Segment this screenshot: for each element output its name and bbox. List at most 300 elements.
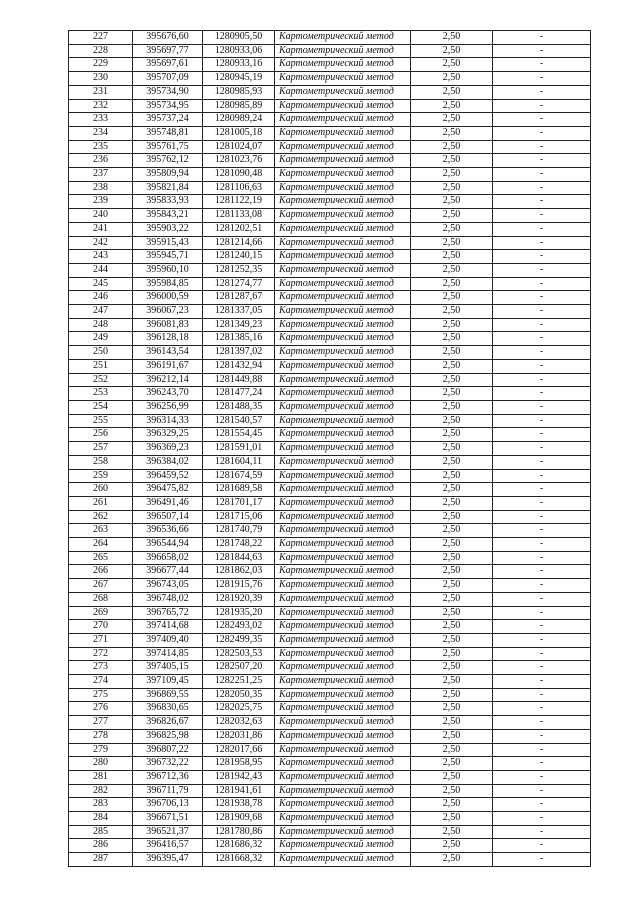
y-coordinate-cell: 1281740,79: [203, 524, 275, 538]
table-row: [69, 455, 591, 469]
table-row: [69, 716, 591, 730]
description-cell: -: [493, 277, 591, 291]
description-cell: -: [493, 688, 591, 702]
y-coordinate-cell: 1281023,76: [203, 154, 275, 168]
description-cell: -: [493, 620, 591, 634]
point-number-cell: 281: [69, 770, 133, 784]
description-cell: -: [493, 839, 591, 853]
y-coordinate-cell: 1282017,66: [203, 743, 275, 757]
x-coordinate-cell: 395761,75: [133, 140, 203, 154]
precision-cell: 2,50: [411, 784, 493, 798]
precision-cell: 2,50: [411, 277, 493, 291]
y-coordinate-cell: 1282050,35: [203, 688, 275, 702]
precision-cell: 2,50: [411, 812, 493, 826]
y-coordinate-cell: 1281090,48: [203, 168, 275, 182]
x-coordinate-cell: 395821,84: [133, 181, 203, 195]
precision-cell: 2,50: [411, 606, 493, 620]
x-coordinate-cell: 395915,43: [133, 236, 203, 250]
table-row: [69, 31, 591, 45]
x-coordinate-cell: 395734,95: [133, 99, 203, 113]
table-row: [69, 538, 591, 552]
x-coordinate-cell: 395734,90: [133, 85, 203, 99]
precision-cell: 2,50: [411, 455, 493, 469]
y-coordinate-cell: 1281715,06: [203, 510, 275, 524]
description-cell: -: [493, 510, 591, 524]
description-cell: -: [493, 291, 591, 305]
y-coordinate-cell: 1280985,93: [203, 85, 275, 99]
x-coordinate-cell: 396395,47: [133, 853, 203, 867]
precision-cell: 2,50: [411, 469, 493, 483]
precision-cell: 2,50: [411, 346, 493, 360]
y-coordinate-cell: 1281701,17: [203, 496, 275, 510]
description-cell: -: [493, 812, 591, 826]
description-cell: -: [493, 579, 591, 593]
x-coordinate-cell: 395960,10: [133, 263, 203, 277]
point-number-cell: 272: [69, 647, 133, 661]
point-number-cell: 233: [69, 113, 133, 127]
description-cell: -: [493, 592, 591, 606]
y-coordinate-cell: 1281337,05: [203, 305, 275, 319]
point-number-cell: 280: [69, 757, 133, 771]
precision-cell: 2,50: [411, 757, 493, 771]
table-row: [69, 812, 591, 826]
description-cell: -: [493, 318, 591, 332]
precision-cell: 2,50: [411, 496, 493, 510]
point-number-cell: 255: [69, 414, 133, 428]
point-number-cell: 240: [69, 209, 133, 223]
method-cell: Картометрический метод: [275, 538, 411, 552]
precision-cell: 2,50: [411, 209, 493, 223]
table-row: [69, 442, 591, 456]
table-row: [69, 85, 591, 99]
y-coordinate-cell: 1281554,45: [203, 428, 275, 442]
point-number-cell: 263: [69, 524, 133, 538]
y-coordinate-cell: 1281385,16: [203, 332, 275, 346]
y-coordinate-cell: 1282507,20: [203, 661, 275, 675]
y-coordinate-cell: 1281287,67: [203, 291, 275, 305]
description-cell: -: [493, 647, 591, 661]
description-cell: -: [493, 442, 591, 456]
description-cell: -: [493, 305, 591, 319]
method-cell: Картометрический метод: [275, 675, 411, 689]
precision-cell: 2,50: [411, 126, 493, 140]
method-cell: Картометрический метод: [275, 168, 411, 182]
precision-cell: 2,50: [411, 633, 493, 647]
description-cell: -: [493, 346, 591, 360]
x-coordinate-cell: 396711,79: [133, 784, 203, 798]
y-coordinate-cell: 1282025,75: [203, 702, 275, 716]
method-cell: Картометрический метод: [275, 798, 411, 812]
description-cell: -: [493, 373, 591, 387]
precision-cell: 2,50: [411, 359, 493, 373]
precision-cell: 2,50: [411, 113, 493, 127]
method-cell: Картометрический метод: [275, 812, 411, 826]
description-cell: -: [493, 551, 591, 565]
y-coordinate-cell: 1282251,25: [203, 675, 275, 689]
point-number-cell: 283: [69, 798, 133, 812]
point-number-cell: 244: [69, 263, 133, 277]
table-row: [69, 222, 591, 236]
point-number-cell: 237: [69, 168, 133, 182]
y-coordinate-cell: 1281915,76: [203, 579, 275, 593]
point-number-cell: 287: [69, 853, 133, 867]
description-cell: -: [493, 565, 591, 579]
point-number-cell: 278: [69, 729, 133, 743]
table-row: [69, 181, 591, 195]
method-cell: Картометрический метод: [275, 346, 411, 360]
precision-cell: 2,50: [411, 263, 493, 277]
x-coordinate-cell: 396329,25: [133, 428, 203, 442]
point-number-cell: 267: [69, 579, 133, 593]
table-row: [69, 496, 591, 510]
description-cell: -: [493, 428, 591, 442]
x-coordinate-cell: 396807,22: [133, 743, 203, 757]
point-number-cell: 266: [69, 565, 133, 579]
point-number-cell: 276: [69, 702, 133, 716]
precision-cell: 2,50: [411, 250, 493, 264]
method-cell: Картометрический метод: [275, 442, 411, 456]
description-cell: -: [493, 469, 591, 483]
point-number-cell: 248: [69, 318, 133, 332]
method-cell: Картометрический метод: [275, 688, 411, 702]
precision-cell: 2,50: [411, 483, 493, 497]
table-row: [69, 579, 591, 593]
description-cell: -: [493, 743, 591, 757]
y-coordinate-cell: 1281591,01: [203, 442, 275, 456]
point-number-cell: 235: [69, 140, 133, 154]
point-number-cell: 230: [69, 72, 133, 86]
table-row: [69, 483, 591, 497]
description-cell: -: [493, 58, 591, 72]
y-coordinate-cell: 1281349,23: [203, 318, 275, 332]
y-coordinate-cell: 1281780,86: [203, 825, 275, 839]
x-coordinate-cell: 396384,02: [133, 455, 203, 469]
x-coordinate-cell: 396212,14: [133, 373, 203, 387]
x-coordinate-cell: 396743,05: [133, 579, 203, 593]
x-coordinate-cell: 396314,33: [133, 414, 203, 428]
x-coordinate-cell: 396143,54: [133, 346, 203, 360]
description-cell: -: [493, 154, 591, 168]
description-cell: -: [493, 209, 591, 223]
y-coordinate-cell: 1281214,66: [203, 236, 275, 250]
table-row: [69, 770, 591, 784]
table-row: [69, 675, 591, 689]
table-row: [69, 72, 591, 86]
precision-cell: 2,50: [411, 373, 493, 387]
method-cell: Картометрический метод: [275, 825, 411, 839]
x-coordinate-cell: 396536,66: [133, 524, 203, 538]
method-cell: Картометрический метод: [275, 770, 411, 784]
x-coordinate-cell: 395945,71: [133, 250, 203, 264]
description-cell: -: [493, 538, 591, 552]
y-coordinate-cell: 1281941,61: [203, 784, 275, 798]
point-number-cell: 279: [69, 743, 133, 757]
x-coordinate-cell: 396491,46: [133, 496, 203, 510]
method-cell: Картометрический метод: [275, 85, 411, 99]
description-cell: -: [493, 702, 591, 716]
description-cell: -: [493, 250, 591, 264]
table-row: [69, 168, 591, 182]
x-coordinate-cell: 397109,45: [133, 675, 203, 689]
x-coordinate-cell: 396748,02: [133, 592, 203, 606]
y-coordinate-cell: 1281540,57: [203, 414, 275, 428]
precision-cell: 2,50: [411, 538, 493, 552]
description-cell: -: [493, 524, 591, 538]
description-cell: -: [493, 784, 591, 798]
point-number-cell: 241: [69, 222, 133, 236]
method-cell: Картометрический метод: [275, 113, 411, 127]
y-coordinate-cell: 1280985,89: [203, 99, 275, 113]
y-coordinate-cell: 1281689,58: [203, 483, 275, 497]
precision-cell: 2,50: [411, 99, 493, 113]
method-cell: Картометрический метод: [275, 387, 411, 401]
point-number-cell: 264: [69, 538, 133, 552]
method-cell: Картометрический метод: [275, 126, 411, 140]
y-coordinate-cell: 1281252,35: [203, 263, 275, 277]
precision-cell: 2,50: [411, 825, 493, 839]
precision-cell: 2,50: [411, 195, 493, 209]
table-row: [69, 277, 591, 291]
x-coordinate-cell: 395762,12: [133, 154, 203, 168]
x-coordinate-cell: 396706,13: [133, 798, 203, 812]
method-cell: Картометрический метод: [275, 702, 411, 716]
precision-cell: 2,50: [411, 647, 493, 661]
description-cell: -: [493, 126, 591, 140]
description-cell: -: [493, 263, 591, 277]
x-coordinate-cell: 396712,36: [133, 770, 203, 784]
point-number-cell: 274: [69, 675, 133, 689]
precision-cell: 2,50: [411, 236, 493, 250]
description-cell: -: [493, 825, 591, 839]
y-coordinate-cell: 1281844,63: [203, 551, 275, 565]
description-cell: -: [493, 455, 591, 469]
y-coordinate-cell: 1280933,16: [203, 58, 275, 72]
description-cell: -: [493, 140, 591, 154]
y-coordinate-cell: 1280905,50: [203, 31, 275, 45]
y-coordinate-cell: 1281604,11: [203, 455, 275, 469]
point-number-cell: 265: [69, 551, 133, 565]
precision-cell: 2,50: [411, 414, 493, 428]
table-row: [69, 729, 591, 743]
method-cell: Картометрический метод: [275, 853, 411, 867]
method-cell: Картометрический метод: [275, 839, 411, 853]
method-cell: Картометрический метод: [275, 277, 411, 291]
method-cell: Картометрический метод: [275, 318, 411, 332]
method-cell: Картометрический метод: [275, 483, 411, 497]
precision-cell: 2,50: [411, 387, 493, 401]
point-number-cell: 243: [69, 250, 133, 264]
precision-cell: 2,50: [411, 291, 493, 305]
y-coordinate-cell: 1281668,32: [203, 853, 275, 867]
y-coordinate-cell: 1281005,18: [203, 126, 275, 140]
point-number-cell: 231: [69, 85, 133, 99]
method-cell: Картометрический метод: [275, 551, 411, 565]
table-row: [69, 620, 591, 634]
method-cell: Картометрический метод: [275, 140, 411, 154]
x-coordinate-cell: 395809,94: [133, 168, 203, 182]
description-cell: -: [493, 496, 591, 510]
point-number-cell: 271: [69, 633, 133, 647]
precision-cell: 2,50: [411, 853, 493, 867]
y-coordinate-cell: 1281122,19: [203, 195, 275, 209]
x-coordinate-cell: 397414,85: [133, 647, 203, 661]
table-row: [69, 195, 591, 209]
table-row: [69, 524, 591, 538]
y-coordinate-cell: 1281748,22: [203, 538, 275, 552]
method-cell: Картометрический метод: [275, 496, 411, 510]
precision-cell: 2,50: [411, 592, 493, 606]
x-coordinate-cell: 396765,72: [133, 606, 203, 620]
method-cell: Картометрический метод: [275, 716, 411, 730]
precision-cell: 2,50: [411, 770, 493, 784]
table-row: [69, 743, 591, 757]
table-row: [69, 126, 591, 140]
point-number-cell: 242: [69, 236, 133, 250]
precision-cell: 2,50: [411, 524, 493, 538]
point-number-cell: 232: [69, 99, 133, 113]
method-cell: Картометрический метод: [275, 414, 411, 428]
method-cell: Картометрический метод: [275, 263, 411, 277]
point-number-cell: 229: [69, 58, 133, 72]
y-coordinate-cell: 1280933,06: [203, 44, 275, 58]
table-row: [69, 209, 591, 223]
method-cell: Картометрический метод: [275, 58, 411, 72]
precision-cell: 2,50: [411, 305, 493, 319]
point-number-cell: 234: [69, 126, 133, 140]
method-cell: Картометрический метод: [275, 620, 411, 634]
x-coordinate-cell: 396475,82: [133, 483, 203, 497]
description-cell: -: [493, 85, 591, 99]
precision-cell: 2,50: [411, 729, 493, 743]
precision-cell: 2,50: [411, 428, 493, 442]
method-cell: Картометрический метод: [275, 250, 411, 264]
precision-cell: 2,50: [411, 661, 493, 675]
y-coordinate-cell: 1282031,86: [203, 729, 275, 743]
table-row: [69, 565, 591, 579]
table-row: [69, 332, 591, 346]
y-coordinate-cell: 1280989,24: [203, 113, 275, 127]
x-coordinate-cell: 396507,14: [133, 510, 203, 524]
y-coordinate-cell: 1281686,32: [203, 839, 275, 853]
precision-cell: 2,50: [411, 181, 493, 195]
description-cell: -: [493, 99, 591, 113]
precision-cell: 2,50: [411, 154, 493, 168]
x-coordinate-cell: 396243,70: [133, 387, 203, 401]
point-number-cell: 228: [69, 44, 133, 58]
point-number-cell: 246: [69, 291, 133, 305]
method-cell: Картометрический метод: [275, 195, 411, 209]
method-cell: Картометрический метод: [275, 332, 411, 346]
precision-cell: 2,50: [411, 400, 493, 414]
description-cell: -: [493, 770, 591, 784]
table-row: [69, 551, 591, 565]
method-cell: Картометрический метод: [275, 222, 411, 236]
description-cell: -: [493, 236, 591, 250]
method-cell: Картометрический метод: [275, 757, 411, 771]
y-coordinate-cell: 1282503,53: [203, 647, 275, 661]
x-coordinate-cell: 395984,85: [133, 277, 203, 291]
point-number-cell: 252: [69, 373, 133, 387]
y-coordinate-cell: 1281432,94: [203, 359, 275, 373]
method-cell: Картометрический метод: [275, 592, 411, 606]
point-number-cell: 245: [69, 277, 133, 291]
precision-cell: 2,50: [411, 688, 493, 702]
x-coordinate-cell: 396825,98: [133, 729, 203, 743]
method-cell: Картометрический метод: [275, 524, 411, 538]
point-number-cell: 247: [69, 305, 133, 319]
y-coordinate-cell: 1281202,51: [203, 222, 275, 236]
description-cell: -: [493, 400, 591, 414]
table-row: [69, 414, 591, 428]
table-row: [69, 250, 591, 264]
x-coordinate-cell: 395843,21: [133, 209, 203, 223]
description-cell: -: [493, 757, 591, 771]
point-number-cell: 236: [69, 154, 133, 168]
x-coordinate-cell: 395676,60: [133, 31, 203, 45]
y-coordinate-cell: 1281674,59: [203, 469, 275, 483]
x-coordinate-cell: 395697,61: [133, 58, 203, 72]
method-cell: Картометрический метод: [275, 154, 411, 168]
description-cell: -: [493, 332, 591, 346]
point-number-cell: 282: [69, 784, 133, 798]
method-cell: Картометрический метод: [275, 661, 411, 675]
table-row: [69, 592, 591, 606]
table-row: [69, 154, 591, 168]
description-cell: -: [493, 675, 591, 689]
precision-cell: 2,50: [411, 72, 493, 86]
table-row: [69, 469, 591, 483]
method-cell: Картометрический метод: [275, 510, 411, 524]
precision-cell: 2,50: [411, 551, 493, 565]
coordinates-table-body: [69, 31, 591, 867]
y-coordinate-cell: 1281274,77: [203, 277, 275, 291]
x-coordinate-cell: 396369,23: [133, 442, 203, 456]
method-cell: Картометрический метод: [275, 236, 411, 250]
table-row: [69, 113, 591, 127]
method-cell: Картометрический метод: [275, 565, 411, 579]
table-row: [69, 784, 591, 798]
table-row: [69, 346, 591, 360]
precision-cell: 2,50: [411, 510, 493, 524]
x-coordinate-cell: 396671,51: [133, 812, 203, 826]
x-coordinate-cell: 395748,81: [133, 126, 203, 140]
precision-cell: 2,50: [411, 140, 493, 154]
description-cell: -: [493, 168, 591, 182]
precision-cell: 2,50: [411, 85, 493, 99]
table-row: [69, 263, 591, 277]
method-cell: Картометрический метод: [275, 579, 411, 593]
method-cell: Картометрический метод: [275, 44, 411, 58]
y-coordinate-cell: 1281958,95: [203, 757, 275, 771]
description-cell: -: [493, 606, 591, 620]
table-row: [69, 702, 591, 716]
y-coordinate-cell: 1281942,43: [203, 770, 275, 784]
point-number-cell: 227: [69, 31, 133, 45]
table-row: [69, 400, 591, 414]
y-coordinate-cell: 1281477,24: [203, 387, 275, 401]
method-cell: Картометрический метод: [275, 606, 411, 620]
x-coordinate-cell: 396067,23: [133, 305, 203, 319]
x-coordinate-cell: 396658,02: [133, 551, 203, 565]
point-number-cell: 284: [69, 812, 133, 826]
y-coordinate-cell: 1282032,63: [203, 716, 275, 730]
precision-cell: 2,50: [411, 44, 493, 58]
point-number-cell: 258: [69, 455, 133, 469]
description-cell: -: [493, 633, 591, 647]
precision-cell: 2,50: [411, 168, 493, 182]
precision-cell: 2,50: [411, 31, 493, 45]
y-coordinate-cell: 1281488,35: [203, 400, 275, 414]
